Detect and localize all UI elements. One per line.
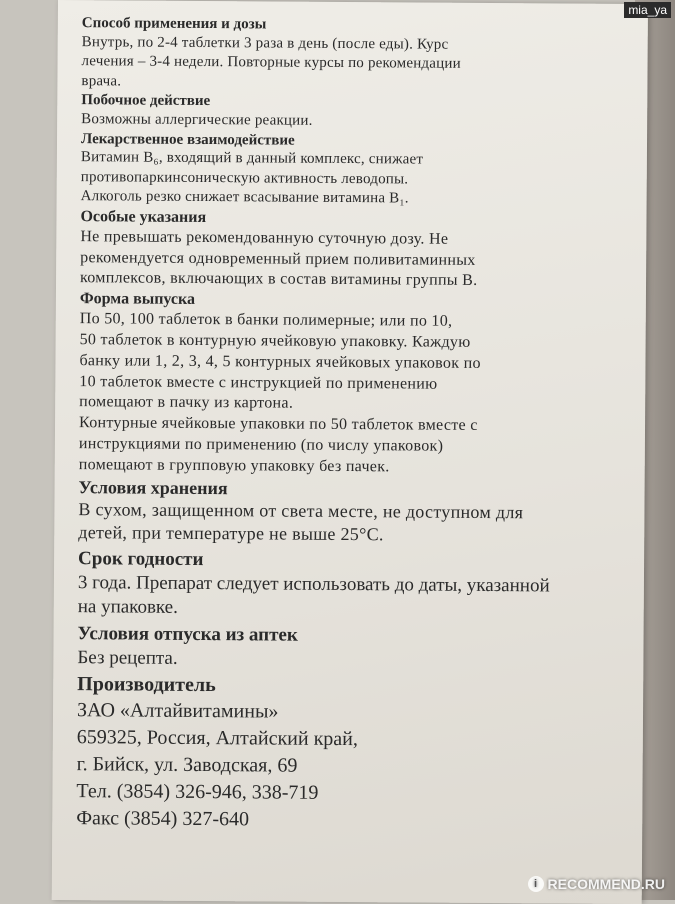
section-heading: Производитель [77, 673, 216, 697]
text-line: Внутрь, по 2-4 таблетки 3 раза в день (после еды). Курс [81, 33, 449, 53]
section-heading: Особые указания [80, 207, 207, 226]
recommend-logo-icon: i [528, 876, 544, 892]
section-heading: Условия отпуска из аптек [77, 623, 298, 646]
text-line: комплексов, включающих в состав витамины группы В. [80, 269, 478, 290]
text-line: ЗАО «Алтайвитамины» [76, 699, 279, 723]
text-line: на упаковке. [77, 596, 178, 619]
section-interactions [81, 130, 642, 211]
section-heading: Условия хранения [78, 476, 228, 498]
leaflet-content [76, 14, 642, 836]
section-storage [78, 476, 638, 549]
text-line: Возможны аллергические реакции. [81, 111, 313, 129]
section-heading: Срок годности [78, 547, 204, 570]
text-line: Контурные ячейковые упаковки по 50 таблеток вместе с [78, 414, 478, 435]
section-special-instructions [80, 207, 641, 293]
text-line: 659325, Россия, Алтайский край, [76, 726, 358, 751]
text-line: 50 таблеток в контурную ячейковую упаковку. Каждую [79, 331, 471, 351]
text-line: 3 года. Препарат следует использовать до даты, указанной [77, 571, 550, 596]
text-line: врача. [81, 72, 122, 90]
section-heading: Форма выпуска [79, 290, 196, 309]
text-line: Без рецепта. [77, 646, 178, 669]
text-line: банку или 1, 2, 3, 4, 5 контурных ячейковых упаковок по [79, 351, 481, 372]
text-line: инструкциями по применению (по числу упаковок) [78, 435, 444, 455]
section-dosage [81, 14, 642, 95]
username-watermark: mia_ya [624, 2, 671, 18]
text-line: Витамин B₆, входящий в данный комплекс, снижает [80, 149, 424, 168]
text-line: В сухом, защищенном от света месте, не доступном для [78, 499, 524, 523]
text-line: 10 таблеток вместе с инструкцией по применению [79, 372, 438, 393]
text-line: Тел. (3854) 326-946, 338-719 [76, 780, 319, 805]
text-line: Не превышать рекомендованную суточную дозу. Не [80, 227, 449, 248]
text-line: По 50, 100 таблеток в банки полимерные; или по 10, [79, 310, 453, 330]
section-manufacturer [76, 673, 637, 837]
section-release-form [79, 289, 640, 479]
text-line: помещают в групповую упаковку без пачек. [78, 455, 390, 476]
section-heading: Способ применения и дозы [81, 15, 267, 33]
text-line: г. Бийск, ул. Заводская, 69 [76, 753, 298, 778]
section-side-effects [81, 91, 641, 133]
section-heading: Побочное действие [81, 92, 211, 110]
text-line: противопаркинсоническую активность леводопы. [80, 168, 409, 188]
section-heading: Лекарственное взаимодействие [80, 130, 295, 149]
text-line: помещают в пачку из картона. [79, 393, 294, 412]
text-line: рекомендуется одновременный прием поливитаминных [80, 248, 476, 269]
site-watermark [528, 876, 665, 892]
text-line: лечения – 3-4 недели. Повторные курсы по рекомендации [81, 53, 461, 73]
text-line: Алкоголь резко снижает всасывание витамина B₁. [80, 188, 409, 207]
text-line: Факс (3854) 327-640 [76, 807, 250, 831]
section-dispensing [77, 622, 637, 674]
site-watermark-text: RECOMMEND.RU [547, 876, 665, 892]
instruction-leaflet [52, 0, 648, 904]
section-shelf-life [78, 547, 638, 624]
text-line: детей, при температуре не выше 25°С. [78, 522, 384, 545]
